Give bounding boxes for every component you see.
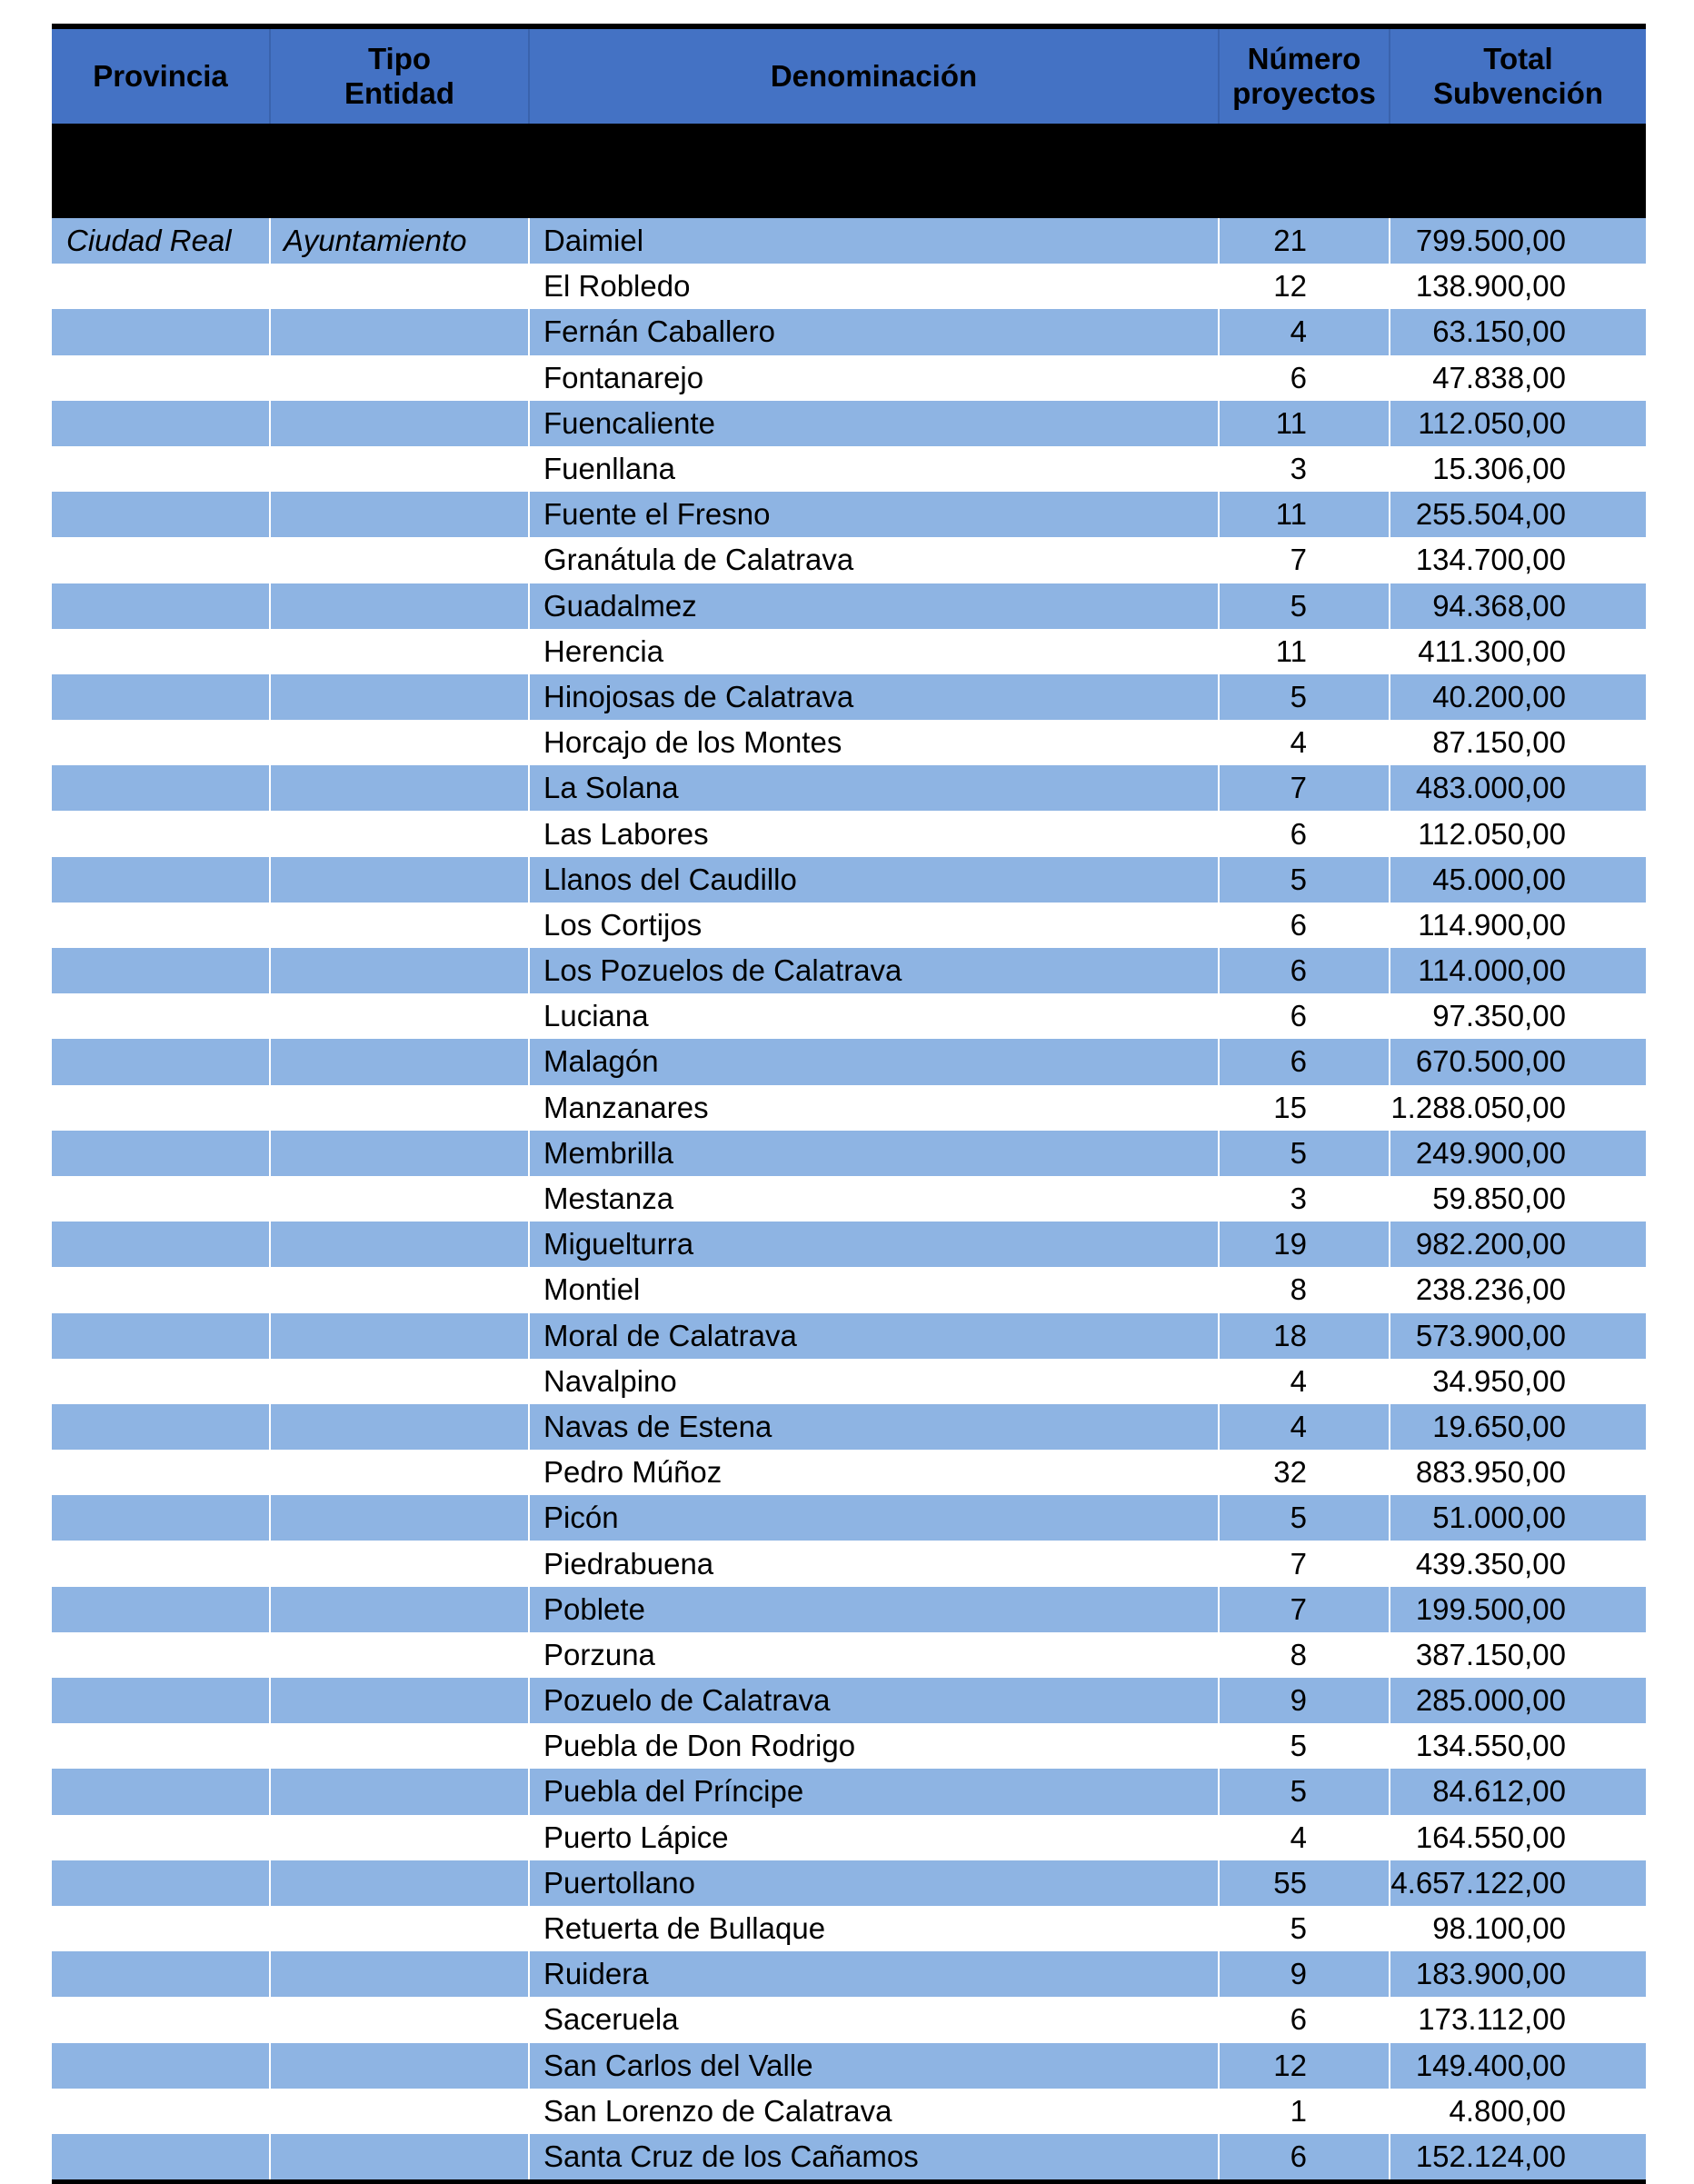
cell-provincia [52, 446, 270, 492]
table-row [52, 1404, 1646, 1450]
header-tipo-label-line2: Entidad [344, 76, 454, 110]
cell-tipo-entidad [270, 1860, 529, 1906]
cell-denominacion: Santa Cruz de los Cañamos [529, 2134, 1219, 2179]
cell-tipo-entidad [270, 1085, 529, 1131]
table-row [52, 1815, 1646, 1860]
cell-denominacion: San Lorenzo de Calatrava [543, 2093, 892, 2128]
cell-tipo-entidad [270, 1131, 529, 1176]
header-numero-label-line1: Número [1247, 42, 1361, 75]
cell-numero-proyectos: 9 [1219, 1678, 1390, 1723]
cell-denominacion: Luciana [543, 999, 649, 1033]
table-row [52, 1860, 1646, 1906]
cell-denominacion: Daimiel [529, 218, 1219, 264]
cell-provincia: Ciudad Real [52, 218, 270, 264]
table-row [52, 401, 1646, 446]
cell-total-subvencion: 138.900,00 [1415, 269, 1566, 304]
cell-numero-proyectos: 5 [1219, 1769, 1390, 1814]
cell-numero-proyectos: 1 [1290, 2093, 1307, 2128]
cell-numero-proyectos: 6 [1219, 948, 1390, 993]
cell-total-subvencion: 411.300,00 [1418, 633, 1566, 668]
cell-tipo-entidad [270, 1678, 529, 1723]
cell-tipo-entidad [270, 1951, 529, 1997]
cell-numero-proyectos: 5 [1219, 1495, 1390, 1541]
cell-provincia [52, 492, 270, 537]
header-rule [52, 124, 1646, 218]
table-row [52, 264, 1646, 309]
cell-denominacion: Picón [529, 1495, 1219, 1541]
table-row [52, 1587, 1646, 1632]
cell-numero-proyectos: 11 [1275, 633, 1307, 668]
cell-total-subvencion: 134.550,00 [1415, 1729, 1566, 1763]
table-row [52, 1039, 1646, 1084]
cell-tipo-entidad [270, 583, 529, 629]
cell-total-subvencion: 285.000,00 [1390, 1678, 1646, 1723]
cell-denominacion: Montiel [543, 1272, 641, 1307]
cell-denominacion: Moral de Calatrava [529, 1313, 1219, 1359]
cell-denominacion: Las Labores [543, 816, 709, 851]
cell-total-subvencion: 51.000,00 [1390, 1495, 1646, 1541]
cell-total-subvencion: 87.150,00 [1432, 725, 1566, 760]
table-row [52, 309, 1646, 354]
cell-denominacion: Manzanares [543, 1090, 709, 1124]
cell-numero-proyectos: 7 [1290, 543, 1307, 577]
table-row [52, 2043, 1646, 2089]
cell-tipo-entidad [270, 1587, 529, 1632]
cell-total-subvencion: 45.000,00 [1390, 857, 1646, 903]
cell-denominacion: Puebla de Don Rodrigo [543, 1729, 856, 1763]
cell-total-subvencion: 249.900,00 [1390, 1131, 1646, 1176]
cell-denominacion: Porzuna [543, 1637, 655, 1671]
cell-denominacion: Granátula de Calatrava [543, 543, 854, 577]
cell-numero-proyectos: 3 [1290, 452, 1307, 486]
cell-total-subvencion: 112.050,00 [1418, 816, 1566, 851]
cell-total-subvencion: 4.800,00 [1449, 2093, 1566, 2128]
table-row [52, 1359, 1646, 1404]
table-row [52, 492, 1646, 537]
table-row [52, 1222, 1646, 1267]
cell-numero-proyectos: 9 [1219, 1951, 1390, 1997]
table-body [52, 218, 1646, 2179]
cell-tipo-entidad [270, 2134, 529, 2179]
cell-numero-proyectos: 18 [1219, 1313, 1390, 1359]
cell-total-subvencion: 387.150,00 [1415, 1637, 1566, 1671]
cell-denominacion: Ruidera [529, 1951, 1219, 1997]
cell-total-subvencion: 199.500,00 [1390, 1587, 1646, 1632]
cell-denominacion: Membrilla [529, 1131, 1219, 1176]
cell-provincia [52, 2134, 270, 2179]
cell-tipo-entidad [270, 1222, 529, 1267]
cell-numero-proyectos: 8 [1290, 1637, 1307, 1671]
cell-total-subvencion: 114.000,00 [1390, 948, 1646, 993]
cell-numero-proyectos: 5 [1290, 1911, 1307, 1946]
cell-provincia [52, 1815, 270, 1860]
table-row [52, 1176, 1646, 1222]
cell-provincia [52, 1860, 270, 1906]
cell-provincia [52, 1450, 270, 1495]
cell-denominacion: Miguelturra [529, 1222, 1219, 1267]
cell-tipo-entidad [270, 903, 529, 948]
cell-denominacion: Navalpino [543, 1363, 677, 1398]
cell-tipo-entidad [270, 2043, 529, 2089]
table-row [52, 674, 1646, 720]
cell-tipo-entidad [270, 674, 529, 720]
cell-numero-proyectos: 7 [1219, 765, 1390, 811]
table-row [52, 583, 1646, 629]
cell-total-subvencion: 670.500,00 [1390, 1039, 1646, 1084]
cell-denominacion: Mestanza [543, 1182, 674, 1216]
cell-total-subvencion: 883.950,00 [1415, 1455, 1566, 1490]
cell-tipo-entidad: Ayuntamiento [270, 218, 529, 264]
cell-provincia [52, 811, 270, 856]
cell-denominacion: Fuente el Fresno [529, 492, 1219, 537]
cell-tipo-entidad [270, 720, 529, 765]
cell-provincia [52, 1951, 270, 1997]
cell-provincia [52, 948, 270, 993]
table-row [52, 1951, 1646, 1997]
cell-numero-proyectos: 5 [1290, 1729, 1307, 1763]
cell-tipo-entidad [270, 629, 529, 674]
header-denominacion [529, 29, 1219, 124]
cell-provincia [52, 1678, 270, 1723]
cell-denominacion: Puebla del Príncipe [529, 1769, 1219, 1814]
cell-provincia [52, 1176, 270, 1222]
cell-total-subvencion: 97.350,00 [1432, 999, 1566, 1033]
cell-numero-proyectos: 7 [1219, 1587, 1390, 1632]
cell-denominacion: Fontanarejo [543, 360, 704, 394]
cell-numero-proyectos: 6 [1219, 1039, 1390, 1084]
cell-total-subvencion: 15.306,00 [1432, 452, 1566, 486]
cell-numero-proyectos: 5 [1219, 583, 1390, 629]
cell-provincia [52, 1131, 270, 1176]
table-row [52, 857, 1646, 903]
table-row [52, 1131, 1646, 1176]
header-provincia [52, 29, 270, 124]
cell-total-subvencion: 4.657.122,00 [1390, 1860, 1646, 1906]
cell-denominacion: San Carlos del Valle [529, 2043, 1219, 2089]
cell-tipo-entidad [270, 1495, 529, 1541]
cell-provincia [52, 674, 270, 720]
cell-total-subvencion: 439.350,00 [1415, 1546, 1566, 1581]
cell-denominacion: Los Cortijos [543, 907, 703, 942]
cell-tipo-entidad [270, 537, 529, 583]
cell-tipo-entidad [270, 948, 529, 993]
cell-tipo-entidad [270, 1906, 529, 1951]
table-row [52, 1313, 1646, 1359]
cell-provincia [52, 1495, 270, 1541]
table-row [52, 1997, 1646, 2042]
table-row [52, 355, 1646, 401]
table-row [52, 1541, 1646, 1586]
cell-denominacion: Puertollano [529, 1860, 1219, 1906]
cell-total-subvencion: 573.900,00 [1390, 1313, 1646, 1359]
cell-numero-proyectos: 6 [1290, 999, 1307, 1033]
cell-denominacion: Pedro Múñoz [543, 1455, 722, 1490]
cell-tipo-entidad [270, 1267, 529, 1312]
cell-tipo-entidad [270, 1769, 529, 1814]
table-row [52, 903, 1646, 948]
cell-numero-proyectos: 11 [1219, 492, 1390, 537]
cell-provincia [52, 1769, 270, 1814]
cell-total-subvencion: 255.504,00 [1390, 492, 1646, 537]
cell-total-subvencion: 40.200,00 [1390, 674, 1646, 720]
cell-total-subvencion: 47.838,00 [1432, 360, 1566, 394]
cell-denominacion: Puerto Lápice [543, 1820, 729, 1854]
cell-tipo-entidad [270, 1541, 529, 1586]
header-total-label-line2: Subvención [1432, 76, 1604, 110]
cell-tipo-entidad [270, 1359, 529, 1404]
table-row [52, 1678, 1646, 1723]
cell-denominacion: Piedrabuena [543, 1546, 714, 1581]
cell-provincia [52, 1997, 270, 2042]
cell-total-subvencion: 238.236,00 [1415, 1272, 1566, 1307]
cell-numero-proyectos: 12 [1219, 2043, 1390, 2089]
cell-tipo-entidad [270, 993, 529, 1039]
cell-provincia [52, 355, 270, 401]
cell-denominacion: Pozuelo de Calatrava [529, 1678, 1219, 1723]
table-row [52, 1632, 1646, 1678]
cell-denominacion: Fuenllana [543, 452, 675, 486]
header-row [52, 29, 1646, 124]
cell-total-subvencion: 982.200,00 [1390, 1222, 1646, 1267]
header-denominacion-label: Denominación [770, 59, 978, 93]
bottom-rule [52, 2179, 1646, 2184]
table-row [52, 720, 1646, 765]
cell-numero-proyectos: 5 [1219, 674, 1390, 720]
cell-provincia [52, 1404, 270, 1450]
header-provincia-label: Provincia [93, 59, 228, 93]
cell-tipo-entidad [270, 1632, 529, 1678]
cell-tipo-entidad [270, 765, 529, 811]
cell-total-subvencion: 98.100,00 [1432, 1911, 1566, 1946]
cell-numero-proyectos: 6 [1219, 2134, 1390, 2179]
cell-numero-proyectos: 6 [1290, 907, 1307, 942]
cell-total-subvencion: 134.700,00 [1415, 543, 1566, 577]
cell-tipo-entidad [270, 355, 529, 401]
cell-denominacion: Hinojosas de Calatrava [529, 674, 1219, 720]
cell-denominacion: Navas de Estena [529, 1404, 1219, 1450]
cell-numero-proyectos: 3 [1290, 1182, 1307, 1216]
cell-provincia [52, 537, 270, 583]
cell-numero-proyectos: 8 [1290, 1272, 1307, 1307]
table-header [52, 29, 1646, 218]
cell-total-subvencion: 59.850,00 [1432, 1182, 1566, 1216]
header-numero-label-line2: proyectos [1232, 76, 1376, 110]
subsidy-table-sheet [52, 24, 1646, 2184]
header-total-subvencion [1390, 29, 1646, 124]
table-row [52, 765, 1646, 811]
cell-provincia [52, 264, 270, 309]
cell-provincia [52, 1541, 270, 1586]
cell-numero-proyectos: 4 [1290, 1820, 1307, 1854]
cell-provincia [52, 857, 270, 903]
cell-numero-proyectos: 7 [1290, 1546, 1307, 1581]
cell-provincia [52, 1359, 270, 1404]
cell-total-subvencion: 94.368,00 [1390, 583, 1646, 629]
cell-total-subvencion: 173.112,00 [1418, 2002, 1566, 2037]
table-row [52, 2089, 1646, 2134]
cell-provincia [52, 309, 270, 354]
cell-denominacion: Fuencaliente [529, 401, 1219, 446]
cell-provincia [52, 903, 270, 948]
table-row [52, 811, 1646, 856]
cell-numero-proyectos: 11 [1219, 401, 1390, 446]
cell-numero-proyectos: 12 [1273, 269, 1307, 304]
cell-numero-proyectos: 21 [1219, 218, 1390, 264]
cell-denominacion: Llanos del Caudillo [529, 857, 1219, 903]
cell-tipo-entidad [270, 1176, 529, 1222]
cell-tipo-entidad [270, 309, 529, 354]
cell-provincia [52, 1222, 270, 1267]
cell-tipo-entidad [270, 1404, 529, 1450]
cell-denominacion: Los Pozuelos de Calatrava [529, 948, 1219, 993]
table-row [52, 1906, 1646, 1951]
cell-total-subvencion: 799.500,00 [1390, 218, 1646, 264]
cell-tipo-entidad [270, 1450, 529, 1495]
cell-denominacion: Herencia [543, 633, 664, 668]
cell-provincia [52, 993, 270, 1039]
cell-provincia [52, 401, 270, 446]
cell-denominacion: Saceruela [543, 2002, 679, 2037]
cell-numero-proyectos: 4 [1219, 1404, 1390, 1450]
table-row [52, 446, 1646, 492]
cell-tipo-entidad [270, 1997, 529, 2042]
cell-provincia [52, 1313, 270, 1359]
cell-provincia [52, 1906, 270, 1951]
cell-total-subvencion: 114.900,00 [1418, 907, 1566, 942]
cell-numero-proyectos: 4 [1290, 1363, 1307, 1398]
header-tipo-entidad [270, 29, 529, 124]
cell-provincia [52, 2043, 270, 2089]
table-row [52, 1769, 1646, 1814]
cell-denominacion: La Solana [529, 765, 1219, 811]
cell-total-subvencion: 483.000,00 [1390, 765, 1646, 811]
cell-denominacion: Poblete [529, 1587, 1219, 1632]
cell-tipo-entidad [270, 1723, 529, 1769]
table-row [52, 629, 1646, 674]
cell-denominacion: Horcajo de los Montes [543, 725, 842, 760]
cell-numero-proyectos: 5 [1219, 1131, 1390, 1176]
table-row [52, 948, 1646, 993]
table-row [52, 2134, 1646, 2179]
cell-denominacion: Fernán Caballero [529, 309, 1219, 354]
table-row [52, 993, 1646, 1039]
subsidy-table [52, 29, 1646, 2179]
header-tipo-label-line1: Tipo [367, 42, 432, 75]
cell-numero-proyectos: 6 [1290, 2002, 1307, 2037]
cell-tipo-entidad [270, 811, 529, 856]
table-row [52, 1267, 1646, 1312]
cell-numero-proyectos: 5 [1219, 857, 1390, 903]
cell-numero-proyectos: 32 [1273, 1455, 1307, 1490]
cell-provincia [52, 583, 270, 629]
cell-tipo-entidad [270, 857, 529, 903]
cell-total-subvencion: 63.150,00 [1390, 309, 1646, 354]
cell-denominacion: Guadalmez [529, 583, 1219, 629]
cell-provincia [52, 765, 270, 811]
cell-total-subvencion: 183.900,00 [1390, 1951, 1646, 1997]
cell-numero-proyectos: 4 [1290, 725, 1307, 760]
cell-tipo-entidad [270, 492, 529, 537]
cell-provincia [52, 2089, 270, 2134]
cell-tipo-entidad [270, 1815, 529, 1860]
cell-tipo-entidad [270, 2089, 529, 2134]
cell-provincia [52, 1632, 270, 1678]
cell-numero-proyectos: 6 [1290, 360, 1307, 394]
cell-denominacion: Malagón [529, 1039, 1219, 1084]
table-row [52, 1495, 1646, 1541]
cell-provincia [52, 1085, 270, 1131]
table-row [52, 1085, 1646, 1131]
table-row [52, 218, 1646, 264]
table-row [52, 1450, 1646, 1495]
cell-provincia [52, 720, 270, 765]
cell-tipo-entidad [270, 446, 529, 492]
cell-provincia [52, 1039, 270, 1084]
cell-total-subvencion: 152.124,00 [1390, 2134, 1646, 2179]
cell-total-subvencion: 84.612,00 [1390, 1769, 1646, 1814]
cell-denominacion: Retuerta de Bullaque [543, 1911, 826, 1946]
cell-numero-proyectos: 19 [1219, 1222, 1390, 1267]
cell-numero-proyectos: 15 [1273, 1090, 1307, 1124]
cell-denominacion: El Robledo [543, 269, 691, 304]
cell-tipo-entidad [270, 1039, 529, 1084]
cell-total-subvencion: 1.288.050,00 [1390, 1090, 1566, 1124]
cell-provincia [52, 629, 270, 674]
cell-total-subvencion: 34.950,00 [1432, 1363, 1566, 1398]
cell-provincia [52, 1267, 270, 1312]
cell-tipo-entidad [270, 1313, 529, 1359]
cell-total-subvencion: 149.400,00 [1390, 2043, 1646, 2089]
cell-numero-proyectos: 4 [1219, 309, 1390, 354]
cell-numero-proyectos: 55 [1219, 1860, 1390, 1906]
table-row [52, 1723, 1646, 1769]
cell-tipo-entidad [270, 401, 529, 446]
cell-provincia [52, 1587, 270, 1632]
header-numero-proyectos [1219, 29, 1390, 124]
cell-total-subvencion: 19.650,00 [1390, 1404, 1646, 1450]
table-row [52, 537, 1646, 583]
cell-tipo-entidad [270, 264, 529, 309]
cell-total-subvencion: 112.050,00 [1390, 401, 1646, 446]
cell-provincia [52, 1723, 270, 1769]
header-total-label-line1: Total [1483, 42, 1553, 75]
cell-total-subvencion: 164.550,00 [1415, 1820, 1566, 1854]
cell-numero-proyectos: 6 [1290, 816, 1307, 851]
